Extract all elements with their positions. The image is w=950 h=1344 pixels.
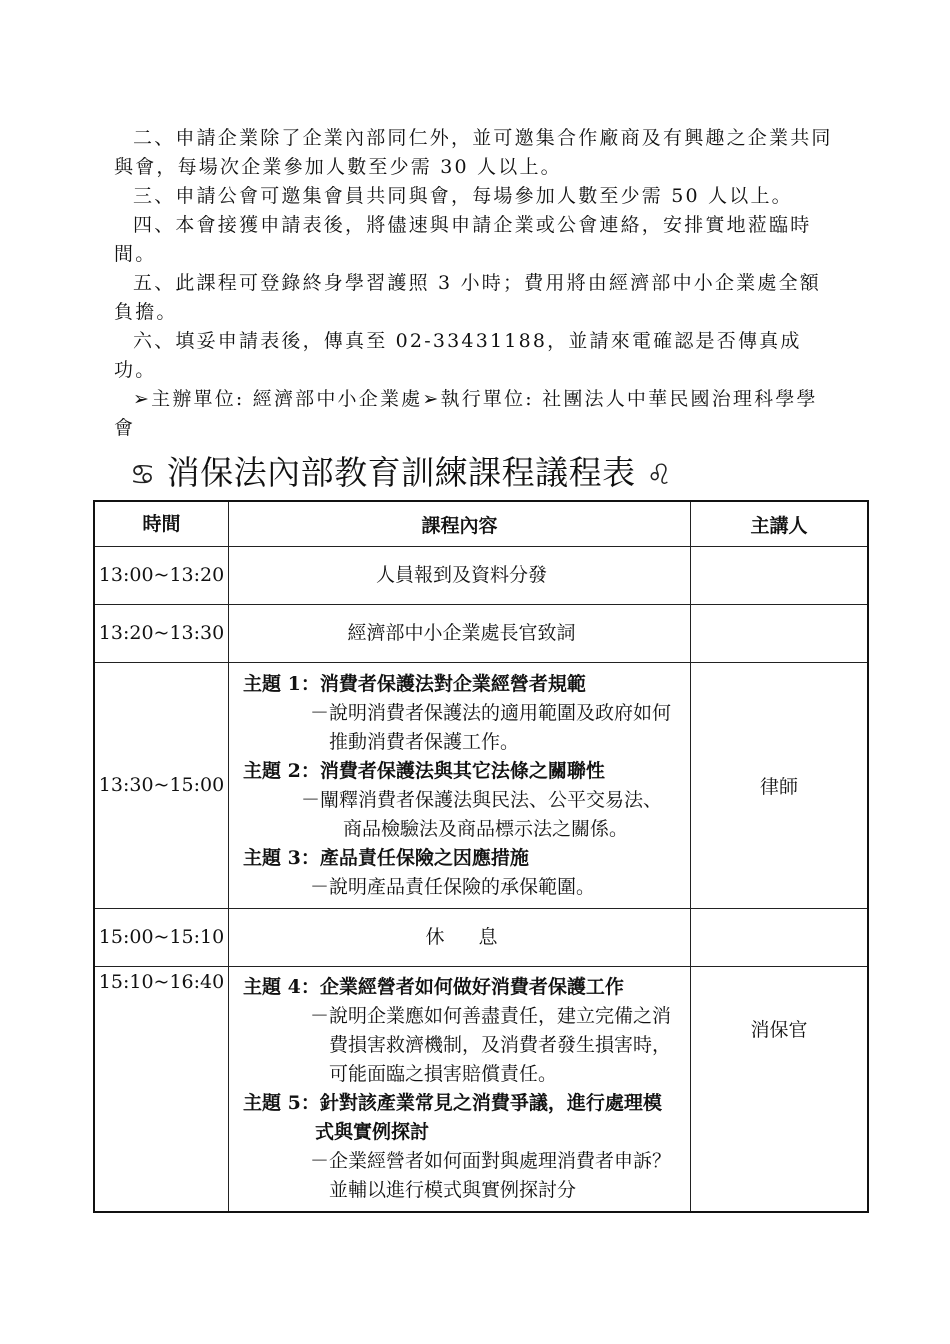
note-item-2: 二、申請企業除了企業內部同仁外，並可邀集合作廠商及有興趣之企業共同與會，每場次企業參加人數至少需 30 人以上。 [114, 127, 833, 178]
topic-2: 主題 2：消費者保護法與其它法條之關聯性 [243, 759, 605, 782]
note-item-4: 四、本會接獲申請表後，將儘速與申請企業或公會連絡，安排實地蒞臨時間。 [114, 214, 812, 265]
topic-5-line-1: 主題 5：針對該產業常見之消費爭議，進行處理模 [243, 1092, 662, 1114]
header-speaker: 主講人 [691, 501, 869, 547]
row-content [229, 909, 691, 967]
row-speaker: 消保官 [691, 967, 869, 1213]
units-line [114, 385, 838, 443]
row-time: 15:10~16:40 [94, 967, 229, 1213]
topic-5 [243, 1089, 680, 1147]
note-item-5: 五、此課程可登錄終身學習護照 3 小時；費用將由經濟部中小企業處全額負擔。 [114, 272, 821, 323]
rest-label-1: 休 [425, 926, 445, 948]
agenda-title-text: 消保法內部教育訓練課程議程表 [166, 453, 636, 492]
rest-label-2: 息 [478, 926, 498, 948]
row-content: 人員報到及資料分發 [229, 547, 691, 605]
topic-1-description: －說明消費者保護法的適用範圍及政府如何推動消費者保護工作。 [310, 701, 672, 753]
topic-5-line-2: 式與實例探討 [315, 1121, 430, 1143]
row-content [229, 663, 691, 909]
topic-2-description-line-1: －闡釋消費者保護法與民法、公平交易法、 [301, 788, 663, 811]
row-time: 13:20~13:30 [94, 605, 229, 663]
application-notes [114, 124, 838, 443]
row-speaker [691, 547, 869, 605]
row-speaker [691, 909, 869, 967]
table-row [94, 605, 868, 663]
agenda-table [93, 500, 869, 1213]
table-row [94, 909, 868, 967]
leo-sign-icon: ♌ [646, 458, 673, 491]
agenda-title [130, 448, 672, 500]
topic-3: 主題 3：產品責任保險之因應措施 [243, 846, 529, 869]
table-header-row [94, 501, 868, 547]
row-time: 13:00~13:20 [94, 547, 229, 605]
topic-4: 主題 4：企業經營者如何做好消費者保護工作 [243, 976, 624, 998]
row-content: 經濟部中小企業處長官致詞 [229, 605, 691, 663]
table-row [94, 967, 868, 1213]
table-row [94, 547, 868, 605]
header-content: 課程內容 [229, 501, 691, 547]
topic-4-description: －說明企業應如何善盡責任，建立完備之消費損害救濟機制，及消費者發生損害時，可能面臨之損害賠償責任。 [310, 1005, 672, 1085]
organizer-unit: ➢主辦單位: 經濟部中小企業處 [133, 388, 423, 410]
row-time: 13:30~15:00 [94, 663, 229, 909]
executor-unit: ➢執行單位: 社團法人中華民國治理科學學會 [114, 388, 818, 439]
note-item-3: 三、申請公會可邀集會員共同與會，每場參加人數至少需 50 人以上。 [133, 185, 793, 207]
topic-2-description [243, 786, 680, 844]
row-speaker [691, 605, 869, 663]
topic-2-description-line-2: 商品檢驗法及商品標示法之關係。 [343, 817, 629, 840]
topic-1: 主題 1：消費者保護法對企業經營者規範 [243, 672, 586, 695]
cancer-sign-icon: ♋ [130, 458, 156, 491]
row-content [229, 967, 691, 1213]
topic-3-description: －說明產品責任保險的承保範圍。 [310, 875, 596, 898]
header-time: 時間 [94, 501, 229, 547]
topic-5-description: －企業經營者如何面對與處理消費者申訴？並輔以進行模式與實例探討分 [310, 1150, 672, 1201]
row-speaker: 律師 [691, 663, 869, 909]
table-row [94, 663, 868, 909]
note-item-6: 六、填妥申請表後，傳真至 02-33431188，並請來電確認是否傳真成功。 [114, 330, 802, 381]
row-time: 15:00~15:10 [94, 909, 229, 967]
